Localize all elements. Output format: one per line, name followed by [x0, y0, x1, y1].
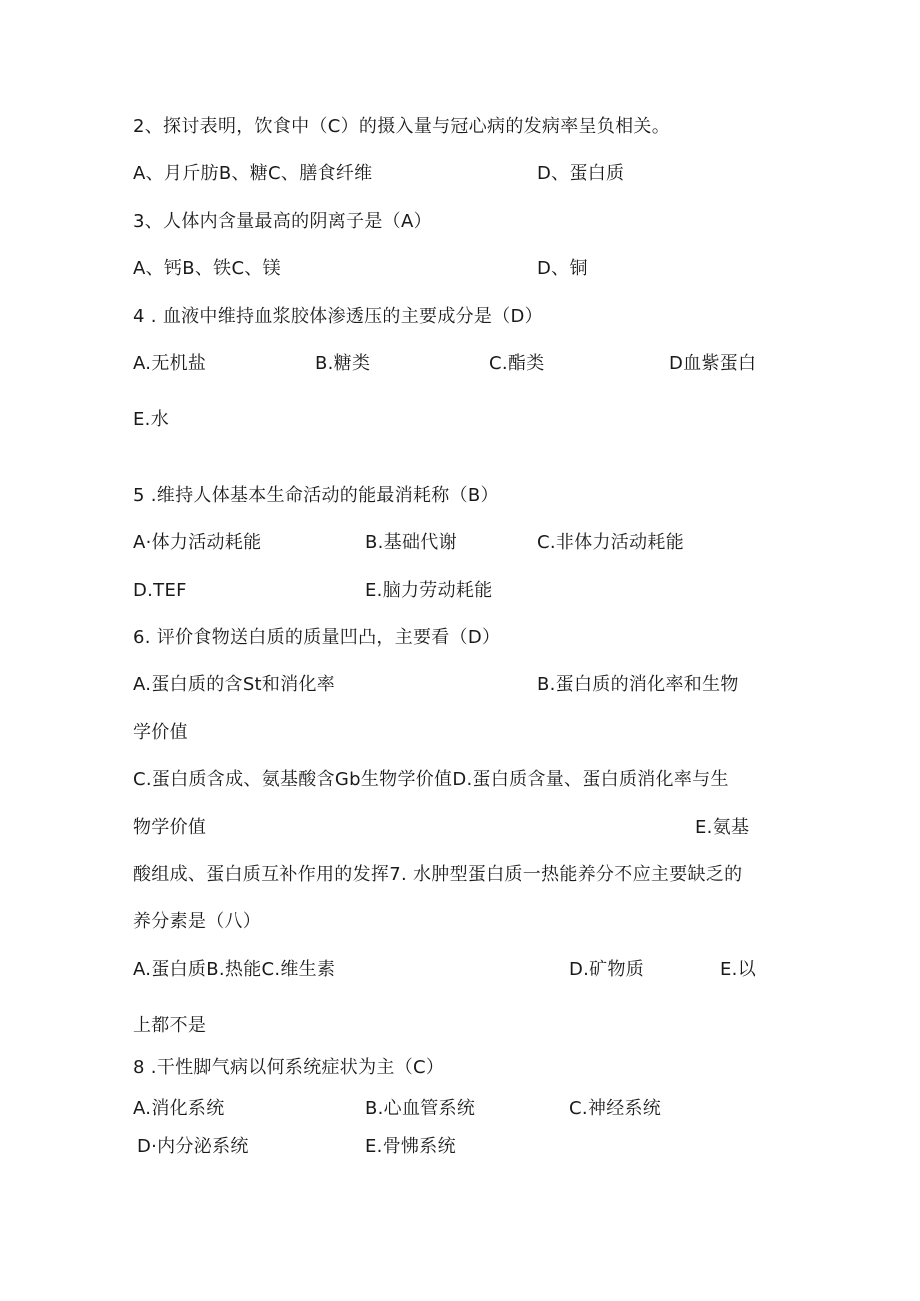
q4-option-a: A.无机盐: [133, 353, 207, 374]
q5-option-a: A·体力活动耗能: [133, 532, 262, 553]
q2-stem: 2、探讨表明，饮食中（C）的摄入量与冠心病的发病率呈负相关。: [133, 116, 671, 137]
q7-stem-end: 养分素是（八）: [133, 911, 262, 932]
q5-stem: 5 .维持人体基本生命活动的能最消耗称（B）: [133, 485, 499, 506]
q5-option-c: C.非体力活动耗能: [537, 532, 684, 553]
q5-option-e: E.脑力劳动耗能: [365, 580, 493, 601]
q6-e-and-q7-stem: 酸组成、蛋白质互补作用的发挥7. 水肿型蛋白质一热能养分不应主要缺乏的: [133, 864, 743, 885]
q3-option-d: D、铜: [537, 258, 588, 279]
q8-option-e: E.骨怫系统: [365, 1136, 456, 1157]
q6-option-a: A.蛋白质的含St和消化率: [133, 674, 336, 695]
q6-option-b-cont: 学价值: [133, 722, 188, 743]
q5-option-b: B.基础代谢: [365, 532, 457, 553]
q4-option-d: D血紫蛋白: [669, 353, 757, 374]
q2-option-d: D、蛋白质: [537, 163, 625, 184]
q4-option-e: E.水: [133, 409, 169, 430]
q4-stem: 4 . 血液中维持血浆胶体渗透压的主要成分是（D）: [133, 306, 543, 327]
q7-option-e-cont: 上都不是: [133, 1015, 207, 1036]
q8-stem: 8 .干性脚气病以何系统症状为主（C）: [133, 1057, 445, 1078]
q5-option-d: D.TEF: [133, 580, 187, 601]
q2-options-abc: A、月斤肪B、糖C、膳食纤维: [133, 163, 373, 184]
q6-stem: 6. 评价食物送白质的质量凹凸，主要看（D）: [133, 627, 501, 648]
q3-options-abc: A、钙B、铁C、镁: [133, 258, 281, 279]
q8-option-a: A.消化系统: [133, 1098, 225, 1119]
q4-option-c: C.酯类: [489, 353, 545, 374]
q6-options-cd: C.蛋白质含成、氨基酸含Gb生物学价值D.蛋白质含量、蛋白质消化率与生: [133, 769, 729, 790]
q4-option-b: B.糖类: [315, 353, 371, 374]
q7-option-d: D.矿物质: [569, 959, 645, 980]
q6-option-d-cont: 物学价值: [133, 817, 207, 838]
q7-options-abc: A.蛋白质B.热能C.维生素: [133, 959, 336, 980]
q8-option-d: D·内分泌系统: [137, 1136, 249, 1157]
q8-option-c: C.神经系统: [569, 1098, 662, 1119]
q3-stem: 3、人体内含量最高的阴离子是（A）: [133, 211, 432, 232]
q6-option-e: E.氨基: [695, 817, 750, 838]
q8-option-b: B.心血管系统: [365, 1098, 476, 1119]
q7-option-e: E.以: [720, 959, 756, 980]
q6-option-b: B.蛋白质的消化率和生物: [537, 674, 739, 695]
